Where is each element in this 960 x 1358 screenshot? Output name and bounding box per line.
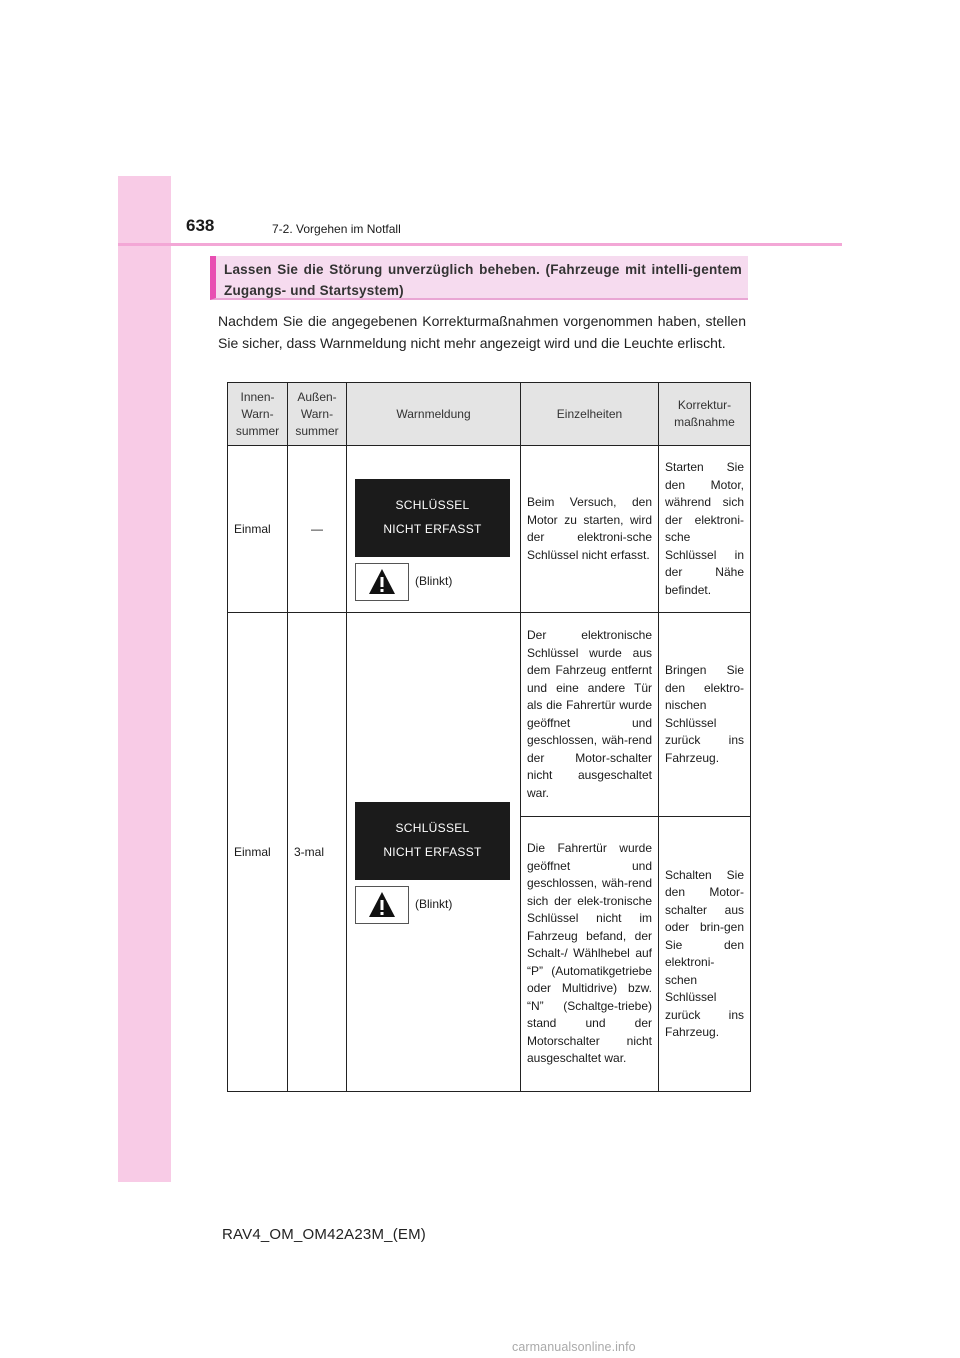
warning-triangle-icon bbox=[355, 886, 409, 924]
header-einzelheiten: Einzelheiten bbox=[521, 383, 659, 446]
cell-innen: Einmal bbox=[228, 613, 288, 1092]
cell-details: Beim Versuch, den Motor zu starten, wird der elektroni-sche Schlüssel nicht erfasst. bbox=[521, 446, 659, 613]
warning-message-screen bbox=[355, 802, 510, 880]
cell-details: Der elektronische Schlüssel wurde aus dem Fahrzeug entfernt und eine andere Tür als die Fahrertür wurde geöffnet und geschlossen, wäh-rend der Motor-schalter nicht ausgeschaltet war. bbox=[521, 613, 659, 817]
callout-title: Lassen Sie die Störung unverzüglich beheben. (Fahrzeuge mit intelli-gentem Zugangs- und Startsystem) bbox=[224, 262, 742, 298]
message-line-2: NICHT ERFASST bbox=[383, 845, 482, 859]
message-line-1: SCHLÜSSEL bbox=[395, 821, 470, 835]
table-row bbox=[228, 613, 751, 817]
cell-aussen: 3-mal bbox=[288, 613, 347, 1092]
table-header-row bbox=[228, 383, 751, 446]
header-innen: Innen-Warn-summer bbox=[228, 383, 288, 446]
section-title: 7-2. Vorgehen im Notfall bbox=[272, 222, 401, 236]
cell-innen: Einmal bbox=[228, 446, 288, 613]
cell-aussen: — bbox=[288, 446, 347, 613]
warning-table bbox=[227, 382, 751, 1092]
callout-box bbox=[210, 256, 748, 300]
intro-paragraph: Nachdem Sie die angegebenen Korrekturmaßnahmen vorgenommen haben, stellen Sie sicher, dass Warnmeldung nicht mehr angezeigt wird und die Leuchte erlischt. bbox=[218, 313, 746, 351]
watermark: carmanualsonline.info bbox=[512, 1340, 636, 1354]
footer-code: RAV4_OM_OM42A23M_(EM) bbox=[222, 1226, 426, 1243]
table-row bbox=[228, 446, 751, 613]
warning-message-screen bbox=[355, 479, 510, 557]
message-line-2: NICHT ERFASST bbox=[383, 522, 482, 536]
cell-action: Bringen Sie den elektro-nischen Schlüssel zurück ins Fahrzeug. bbox=[659, 613, 751, 817]
blink-label: (Blinkt) bbox=[415, 897, 453, 911]
header-korrektur: Korrektur-maßnahme bbox=[659, 383, 751, 446]
cell-details: Die Fahrertür wurde geöffnet und geschlossen, wäh-rend sich der elek-tronische Schlüssel nicht im Fahrzeug befand, der Schalt-/ Wählhebel auf “P” (Automatikgetriebe oder Multidrive) bzw. “N” (Schaltge-triebe) stand und der Motorschalter nicht ausgeschaltet war. bbox=[521, 817, 659, 1092]
cell-message bbox=[347, 446, 521, 613]
message-display bbox=[347, 782, 520, 922]
cell-message bbox=[347, 613, 521, 1092]
message-line-1: SCHLÜSSEL bbox=[395, 498, 470, 512]
page-number: 638 bbox=[186, 216, 215, 235]
warning-triangle-icon bbox=[355, 563, 409, 601]
blink-label: (Blinkt) bbox=[415, 574, 453, 588]
cell-action: Starten Sie den Motor, während sich der elektroni-sche Schlüssel in der Nähe befindet. bbox=[659, 446, 751, 613]
message-display bbox=[347, 459, 520, 599]
header-rule bbox=[118, 243, 842, 246]
header-warnmeldung: Warnmeldung bbox=[347, 383, 521, 446]
cell-action: Schalten Sie den Motor-schalter aus oder brin-gen Sie den elektroni-schen Schlüssel zurück ins Fahrzeug. bbox=[659, 817, 751, 1092]
header-aussen: Außen-Warn-summer bbox=[288, 383, 347, 446]
side-band bbox=[118, 176, 171, 1182]
